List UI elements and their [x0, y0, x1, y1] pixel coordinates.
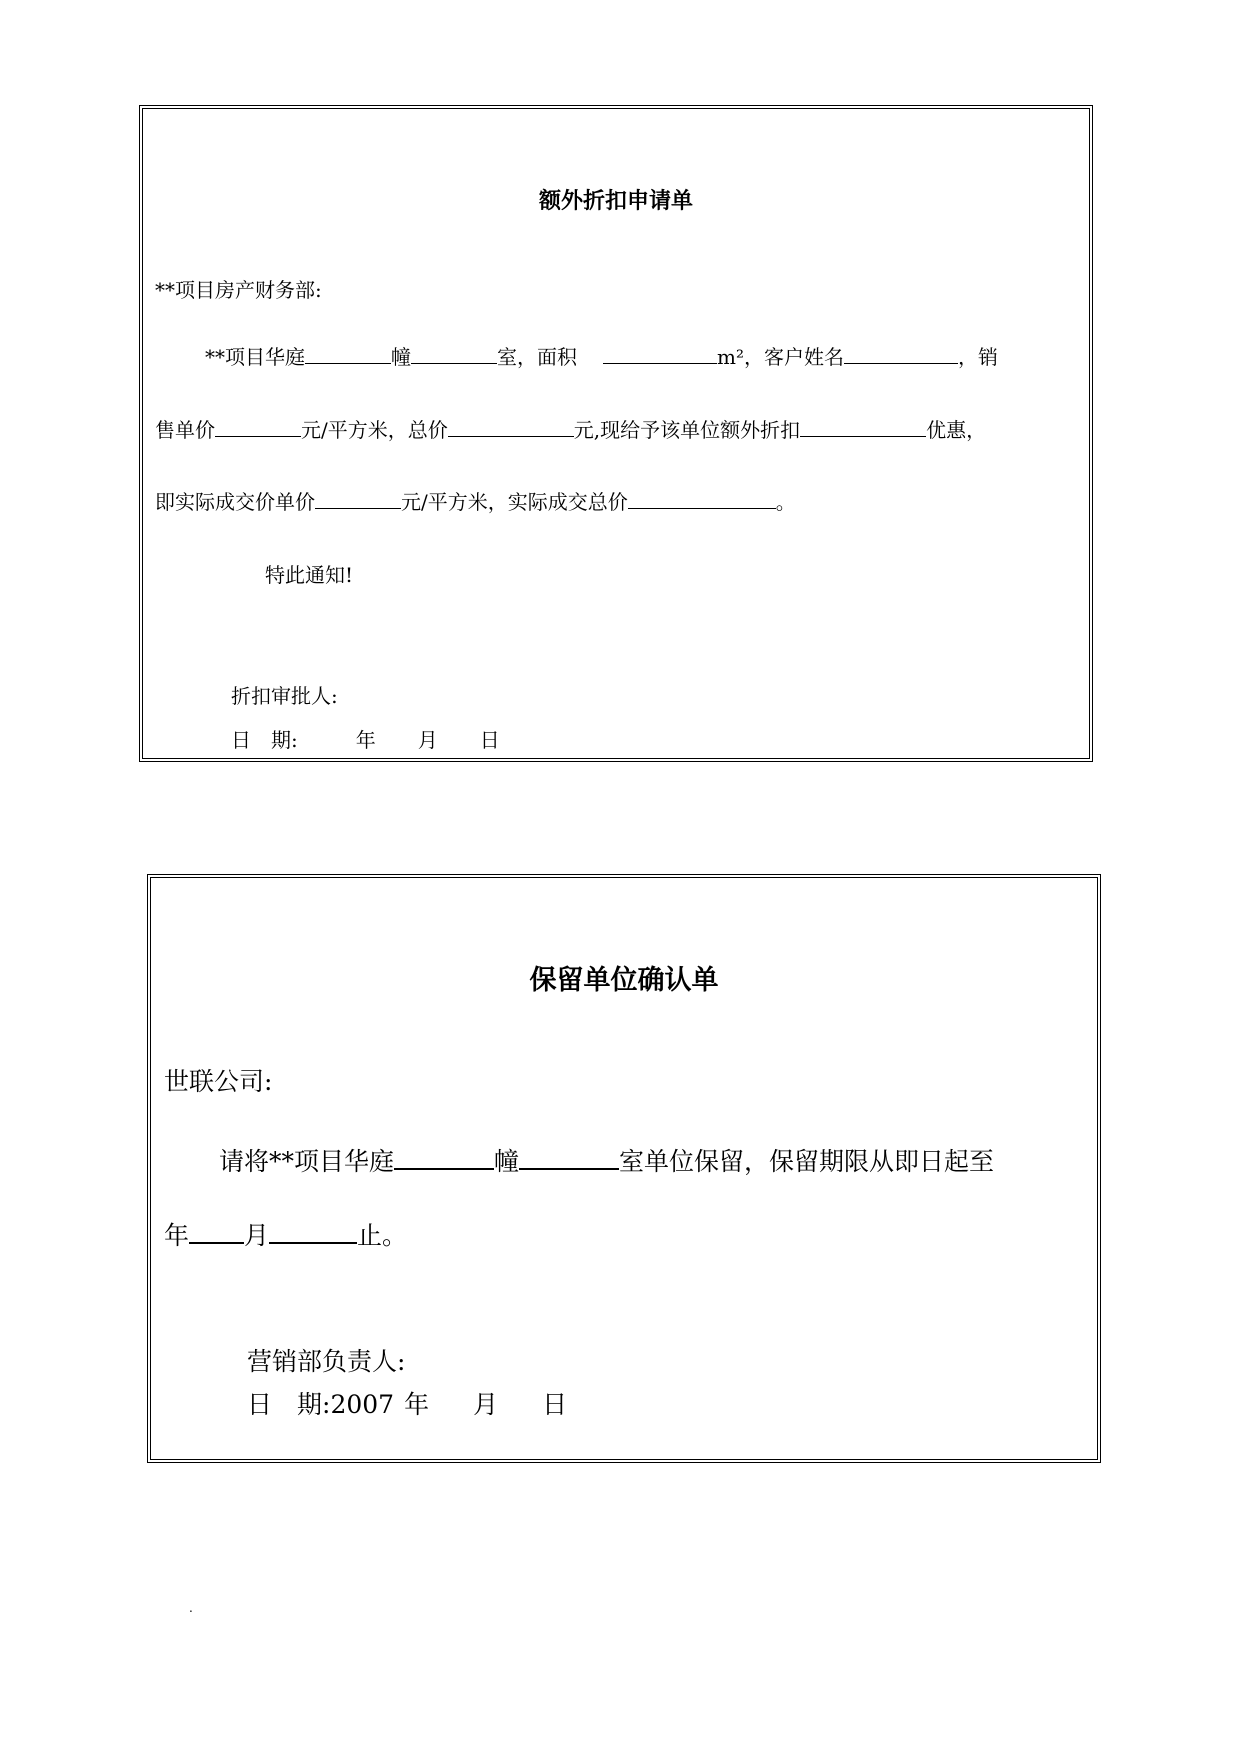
form-line-1: [219, 1142, 994, 1178]
line1-text-a: 请将**项目华庭: [219, 1147, 395, 1176]
blank-room: [411, 344, 497, 364]
line1-text-e: ，销: [957, 345, 998, 369]
date-line: [247, 1385, 567, 1421]
line2-text-c: 元,现给予该单位额外折扣: [573, 418, 801, 442]
line1-text-c: 室单位保留，保留期限从即日起至: [619, 1147, 995, 1176]
date-year-label: 年: [404, 1390, 430, 1419]
date-label: 日 期:: [247, 1390, 331, 1419]
form-line-2: [164, 1216, 407, 1252]
form-title: 保留单位确认单: [529, 965, 719, 996]
line1-text-a: **项目华庭: [205, 345, 305, 369]
line1-text-d: m²，客户姓名: [717, 345, 844, 369]
blank-building: [305, 344, 391, 364]
line3-text-b: 元/平方米，实际成交总价: [401, 490, 628, 514]
form-line-3: [155, 486, 796, 515]
blank-unit-price: [215, 417, 301, 437]
blank-discount: [800, 417, 926, 437]
approver-label: 折扣审批人:: [231, 684, 338, 708]
line1-text-b: 幢: [494, 1147, 520, 1176]
salutation: **项目房产财务部:: [155, 278, 322, 302]
line1-text-b: 幢: [391, 345, 411, 369]
date-line: [231, 724, 500, 753]
blank-area: [603, 344, 717, 364]
blank-customer-name: [844, 344, 958, 364]
line2-text-d: 优惠，: [926, 418, 987, 442]
line2-text-c: 止。: [357, 1221, 408, 1250]
date-year-value: 2007: [330, 1390, 395, 1419]
footer-mark: .: [189, 1601, 193, 1615]
blank-room: [519, 1144, 619, 1170]
line2-text-a: 售单价: [155, 418, 215, 442]
blank-day: [269, 1218, 357, 1244]
manager-label: 营销部负责人:: [247, 1347, 406, 1376]
line3-text-a: 即实际成交价单价: [155, 490, 315, 514]
discount-application-form: [139, 105, 1093, 762]
line2-text-b: 元/平方米，总价: [301, 418, 448, 442]
date-year-label: 年: [355, 728, 376, 752]
line3-text-c: 。: [775, 490, 796, 514]
blank-month: [189, 1218, 244, 1244]
form-line-2: [155, 414, 986, 443]
date-month-label: 月: [417, 728, 438, 752]
date-month-label: 月: [473, 1390, 499, 1419]
form-title: 额外折扣申请单: [538, 189, 693, 214]
unit-reservation-form: [147, 874, 1101, 1463]
blank-building: [394, 1144, 494, 1170]
form-line-1: [205, 341, 998, 370]
date-day-label: 日: [479, 728, 500, 752]
line2-text-a: 年: [164, 1221, 190, 1250]
line1-text-c: 室，面积: [497, 345, 577, 369]
notice-text: 特此通知!: [265, 563, 354, 587]
salutation: 世联公司:: [164, 1067, 273, 1096]
blank-total-price: [448, 417, 574, 437]
date-day-label: 日: [542, 1390, 568, 1419]
line2-text-b: 月: [244, 1221, 270, 1250]
blank-actual-total-price: [628, 489, 776, 509]
date-label: 日 期:: [231, 728, 298, 752]
blank-actual-unit-price: [315, 489, 401, 509]
